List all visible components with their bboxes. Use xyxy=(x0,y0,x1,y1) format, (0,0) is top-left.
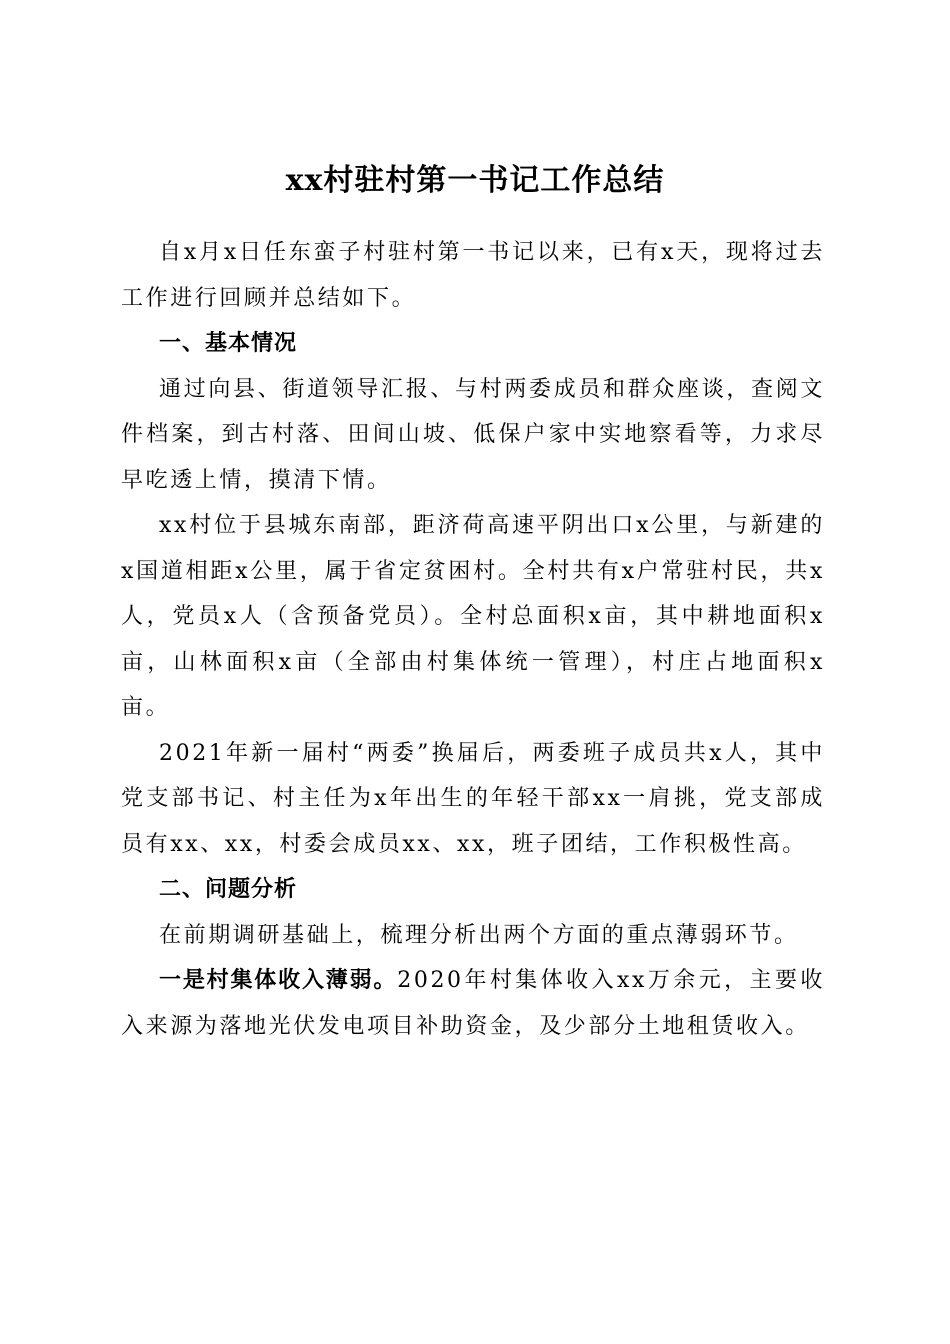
paragraph-collective-income xyxy=(121,958,825,1049)
section-heading-basic-info: 一、基本情况 xyxy=(159,331,298,356)
paragraph-research: 通过向县、街道领导汇报、与村两委成员和群众座谈，查阅文件档案，到古村落、田间山坡、低保户家中实地察看等，力求尽早吃透上情，摸清下情。 xyxy=(121,376,825,493)
paragraph-weak-links: 在前期调研基础上，梳理分析出两个方面的重点薄弱环节。 xyxy=(159,922,799,948)
paragraph-rest-text: 2020年村集体收入xx万余元，主要收入来源为落地光伏发电项目补助资金，及少部分土地租赁收入。 xyxy=(121,968,825,1039)
paragraph-lead-text: 一是村集体收入薄弱。 xyxy=(159,968,398,993)
intro-paragraph: 自x月x日任东蛮子村驻村第一书记以来，已有x天，现将过去工作进行回顾并总结如下。 xyxy=(121,240,825,311)
document-body xyxy=(121,230,825,1049)
section-heading-problem-analysis: 二、问题分析 xyxy=(159,877,298,902)
paragraph-village-profile: xx村位于县城东南部，距济荷高速平阴出口x公里，与新建的x国道相距x公里，属于省定贫困村。全村共有x户常驻村民，共x人，党员x人（含预备党员）。全村总面积x亩，其中耕地面积x亩，山林面积x亩（全部由村集体统一管理），村庄占地面积x亩。 xyxy=(121,513,825,720)
document-title: xx村驻村第一书记工作总结 xyxy=(285,163,665,199)
paragraph-committee: 2021年新一届村“两委”换届后，两委班子成员共x人，其中党支部书记、村主任为x年出生的年轻干部xx一肩挑，党支部成员有xx、xx，村委会成员xx、xx，班子团结，工作积极性高。 xyxy=(121,740,825,857)
